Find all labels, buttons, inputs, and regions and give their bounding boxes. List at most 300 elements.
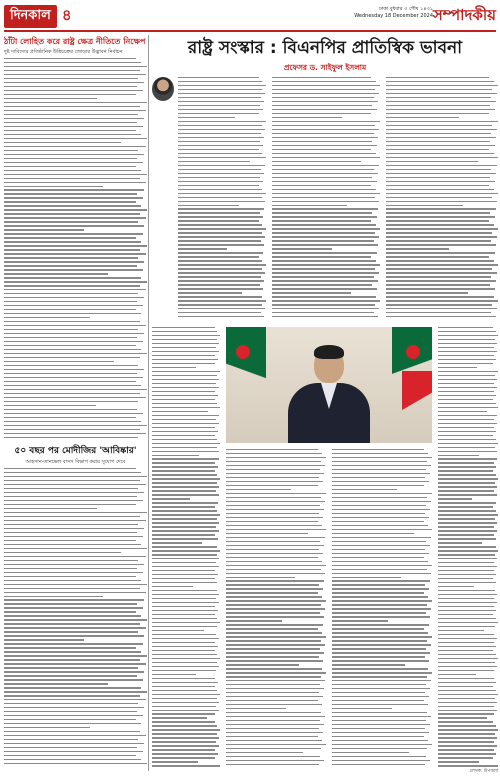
text-line bbox=[438, 347, 494, 348]
text-line bbox=[4, 739, 138, 740]
text-line bbox=[178, 129, 265, 130]
text-line bbox=[4, 369, 144, 370]
text-line bbox=[332, 573, 431, 574]
person-hair bbox=[314, 345, 344, 359]
text-line bbox=[438, 674, 476, 675]
text-line bbox=[438, 610, 496, 611]
text-line bbox=[386, 316, 496, 317]
text-line bbox=[4, 118, 144, 119]
text-line bbox=[178, 153, 262, 154]
text-line bbox=[178, 256, 259, 257]
text-line bbox=[386, 101, 496, 102]
text-line bbox=[332, 521, 424, 522]
text-line bbox=[178, 212, 260, 213]
text-line bbox=[386, 304, 492, 305]
text-line bbox=[438, 638, 497, 639]
text-line bbox=[438, 534, 494, 535]
text-line bbox=[438, 578, 493, 579]
text-line bbox=[332, 764, 425, 765]
text-line bbox=[332, 584, 425, 585]
byline: প্রফেসর ড. সাইফুল ইসলাম bbox=[283, 63, 367, 72]
text-line bbox=[226, 517, 323, 518]
text-line bbox=[226, 549, 319, 550]
text-line bbox=[226, 740, 322, 741]
text-line bbox=[386, 220, 489, 221]
text-line bbox=[178, 316, 264, 317]
text-line bbox=[4, 659, 140, 660]
text-line bbox=[178, 165, 265, 166]
text-line bbox=[4, 679, 143, 680]
text-line bbox=[438, 478, 498, 479]
text-line bbox=[152, 494, 219, 495]
text-line bbox=[332, 704, 428, 705]
text-line bbox=[272, 308, 379, 309]
text-line bbox=[152, 666, 219, 667]
text-line bbox=[226, 533, 308, 534]
text-line bbox=[438, 383, 494, 384]
text-line bbox=[226, 648, 320, 649]
text-line bbox=[438, 359, 496, 360]
text-line bbox=[152, 713, 215, 714]
text-line bbox=[386, 244, 496, 245]
text-line bbox=[272, 193, 380, 194]
text-line bbox=[178, 216, 263, 217]
text-line bbox=[226, 700, 318, 701]
text-line bbox=[438, 466, 496, 467]
text-line bbox=[152, 717, 207, 718]
lead-headline: ঠাঁটা লোহিত করে রাষ্ট্র ক্ষেত্র নীতিতে নিক্ষেপ bbox=[4, 37, 146, 46]
text-line bbox=[4, 397, 146, 398]
text-line bbox=[4, 313, 141, 314]
text-line bbox=[438, 550, 498, 551]
text-line bbox=[386, 280, 496, 281]
text-line bbox=[4, 409, 137, 410]
text-line bbox=[438, 690, 496, 691]
text-line bbox=[332, 481, 429, 482]
text-line bbox=[332, 557, 424, 558]
text-line bbox=[178, 260, 262, 261]
text-line bbox=[4, 130, 136, 131]
text-line bbox=[4, 667, 138, 668]
text-line bbox=[4, 623, 140, 624]
text-line bbox=[4, 309, 136, 310]
text-line bbox=[272, 212, 372, 213]
text-line bbox=[4, 607, 143, 608]
text-line bbox=[152, 674, 196, 675]
text-line bbox=[438, 761, 479, 762]
second-article-body bbox=[4, 468, 147, 768]
text-line bbox=[272, 117, 342, 118]
text-line bbox=[332, 680, 431, 681]
text-line bbox=[386, 169, 491, 170]
text-line bbox=[438, 622, 498, 623]
text-line bbox=[4, 615, 141, 616]
text-line bbox=[332, 748, 427, 749]
text-line bbox=[4, 556, 146, 557]
text-line bbox=[438, 498, 472, 499]
text-line bbox=[226, 696, 323, 697]
text-line bbox=[4, 385, 141, 386]
text-line bbox=[152, 630, 204, 631]
text-line bbox=[152, 327, 215, 328]
text-line bbox=[4, 86, 137, 87]
text-line bbox=[178, 197, 262, 198]
text-line bbox=[438, 470, 493, 471]
text-line bbox=[438, 443, 498, 444]
text-line bbox=[438, 737, 497, 738]
text-line bbox=[152, 646, 218, 647]
text-line bbox=[272, 256, 371, 257]
text-line bbox=[4, 763, 147, 764]
text-line bbox=[226, 569, 321, 570]
text-line bbox=[4, 759, 141, 760]
text-line bbox=[438, 765, 498, 766]
date-english: Wednesday 18 December 2024 bbox=[354, 13, 433, 19]
text-line bbox=[332, 740, 428, 741]
text-line bbox=[332, 640, 427, 641]
text-line bbox=[4, 333, 144, 334]
text-line bbox=[152, 753, 218, 754]
text-line bbox=[226, 640, 321, 641]
text-line bbox=[178, 137, 264, 138]
text-line bbox=[4, 548, 147, 549]
text-line bbox=[272, 205, 347, 206]
text-line bbox=[332, 652, 430, 653]
text-line bbox=[4, 134, 141, 135]
text-line bbox=[4, 317, 90, 318]
text-line bbox=[152, 566, 219, 567]
text-line bbox=[272, 292, 351, 293]
second-headline: ৫০ বছর পর মোদীজির 'আবিষ্কার' bbox=[14, 446, 137, 456]
text-line bbox=[438, 710, 497, 711]
text-line bbox=[226, 509, 324, 510]
text-line bbox=[272, 272, 379, 273]
text-line bbox=[226, 608, 325, 609]
text-line bbox=[178, 189, 262, 190]
text-line bbox=[4, 663, 146, 664]
text-line bbox=[178, 133, 261, 134]
text-line bbox=[332, 728, 425, 729]
text-line bbox=[152, 610, 218, 611]
text-line bbox=[332, 596, 428, 597]
text-line bbox=[438, 606, 494, 607]
text-line bbox=[332, 561, 428, 562]
text-line bbox=[4, 500, 143, 501]
text-line bbox=[4, 508, 97, 509]
text-line bbox=[178, 93, 265, 94]
text-line bbox=[4, 719, 136, 720]
text-line bbox=[4, 631, 138, 632]
text-line bbox=[152, 466, 218, 467]
text-line bbox=[4, 747, 137, 748]
text-line bbox=[226, 513, 319, 514]
text-line bbox=[4, 381, 136, 382]
text-line bbox=[152, 606, 215, 607]
text-line bbox=[438, 407, 498, 408]
text-line bbox=[332, 712, 427, 713]
text-line bbox=[152, 375, 217, 376]
text-line bbox=[4, 186, 103, 187]
text-line bbox=[4, 560, 138, 561]
text-line bbox=[332, 457, 432, 458]
article-column-4 bbox=[438, 327, 498, 772]
text-line bbox=[152, 486, 219, 487]
text-line bbox=[226, 584, 319, 585]
text-line bbox=[272, 201, 379, 202]
text-line bbox=[4, 751, 143, 752]
text-line bbox=[178, 232, 262, 233]
news-photo bbox=[226, 327, 432, 443]
text-line bbox=[152, 702, 219, 703]
text-line bbox=[226, 736, 318, 737]
text-line bbox=[272, 316, 378, 317]
text-line bbox=[272, 224, 376, 225]
article-column-3-cont bbox=[332, 449, 432, 772]
text-line bbox=[332, 489, 397, 490]
text-line bbox=[226, 461, 321, 462]
text-line bbox=[152, 757, 215, 758]
text-line bbox=[386, 89, 492, 90]
left-column bbox=[4, 35, 147, 768]
text-line bbox=[226, 704, 322, 705]
main-column bbox=[152, 35, 498, 775]
text-line bbox=[4, 472, 141, 473]
text-line bbox=[226, 764, 319, 765]
text-line bbox=[4, 576, 136, 577]
text-line bbox=[226, 688, 324, 689]
text-line bbox=[4, 170, 141, 171]
text-line bbox=[4, 512, 147, 513]
text-line bbox=[4, 62, 141, 63]
text-line bbox=[332, 660, 429, 661]
text-line bbox=[178, 252, 263, 253]
text-line bbox=[152, 506, 215, 507]
text-line bbox=[4, 273, 108, 274]
text-line bbox=[4, 189, 144, 190]
text-line bbox=[272, 312, 374, 313]
text-line bbox=[226, 473, 324, 474]
text-line bbox=[152, 490, 216, 491]
text-line bbox=[152, 678, 215, 679]
text-line bbox=[178, 312, 261, 313]
text-line bbox=[386, 308, 497, 309]
text-line bbox=[332, 736, 424, 737]
text-line bbox=[152, 371, 220, 372]
text-line bbox=[152, 530, 219, 531]
text-line bbox=[226, 521, 318, 522]
text-line bbox=[386, 240, 491, 241]
text-line bbox=[438, 486, 497, 487]
text-line bbox=[4, 146, 146, 147]
text-line bbox=[332, 608, 431, 609]
text-line bbox=[152, 355, 215, 356]
text-line bbox=[152, 650, 215, 651]
article-column-2-cont bbox=[226, 449, 326, 772]
text-line bbox=[4, 289, 146, 290]
text-line bbox=[332, 752, 409, 753]
text-line bbox=[332, 473, 430, 474]
text-line bbox=[438, 343, 497, 344]
text-line bbox=[332, 537, 431, 538]
text-line bbox=[438, 431, 496, 432]
text-line bbox=[438, 590, 495, 591]
text-line bbox=[386, 193, 498, 194]
text-line bbox=[152, 462, 215, 463]
text-line bbox=[4, 703, 138, 704]
text-line bbox=[438, 554, 495, 555]
text-line bbox=[4, 735, 146, 736]
text-line bbox=[4, 337, 137, 338]
text-line bbox=[152, 745, 219, 746]
text-line bbox=[386, 93, 497, 94]
text-line bbox=[4, 596, 103, 597]
text-line bbox=[4, 98, 97, 99]
text-line bbox=[438, 642, 494, 643]
text-line bbox=[4, 619, 147, 620]
text-line bbox=[4, 377, 143, 378]
text-line bbox=[438, 395, 496, 396]
text-line bbox=[272, 165, 379, 166]
text-line bbox=[4, 417, 136, 418]
text-line bbox=[178, 145, 263, 146]
text-line bbox=[152, 451, 219, 452]
text-line bbox=[386, 81, 494, 82]
text-line bbox=[152, 363, 215, 364]
text-line bbox=[4, 90, 143, 91]
text-line bbox=[272, 153, 376, 154]
text-line bbox=[4, 106, 140, 107]
text-line bbox=[152, 634, 216, 635]
text-line bbox=[4, 536, 143, 537]
text-line bbox=[386, 236, 497, 237]
text-line bbox=[4, 154, 144, 155]
text-line bbox=[386, 201, 497, 202]
text-line bbox=[152, 339, 217, 340]
text-line bbox=[332, 664, 405, 665]
text-line bbox=[4, 743, 144, 744]
text-line bbox=[4, 528, 144, 529]
text-line bbox=[152, 618, 217, 619]
text-line bbox=[152, 729, 220, 730]
text-line bbox=[152, 447, 217, 448]
text-line bbox=[332, 744, 432, 745]
text-line bbox=[4, 580, 141, 581]
text-line bbox=[152, 558, 219, 559]
text-line bbox=[386, 232, 492, 233]
text-line bbox=[438, 634, 494, 635]
text-line bbox=[4, 114, 138, 115]
text-line bbox=[4, 520, 146, 521]
text-line bbox=[152, 721, 215, 722]
text-line bbox=[332, 509, 430, 510]
text-line bbox=[438, 729, 498, 730]
text-line bbox=[438, 474, 496, 475]
text-line bbox=[152, 423, 219, 424]
text-line bbox=[152, 662, 217, 663]
text-line bbox=[332, 565, 432, 566]
text-line bbox=[332, 696, 429, 697]
text-line bbox=[386, 133, 491, 134]
text-line bbox=[152, 642, 215, 643]
text-line bbox=[438, 419, 494, 420]
text-line bbox=[178, 161, 250, 162]
text-line bbox=[438, 614, 493, 615]
text-line bbox=[438, 558, 497, 559]
text-line bbox=[4, 433, 146, 434]
text-line bbox=[178, 228, 266, 229]
text-line bbox=[152, 347, 216, 348]
text-line bbox=[272, 101, 378, 102]
text-line bbox=[4, 122, 137, 123]
text-line bbox=[4, 671, 144, 672]
text-line bbox=[226, 676, 321, 677]
text-line bbox=[438, 451, 497, 452]
text-line bbox=[332, 453, 428, 454]
text-line bbox=[4, 241, 141, 242]
text-line bbox=[386, 121, 498, 122]
text-line bbox=[438, 602, 497, 603]
text-line bbox=[178, 276, 261, 277]
text-line bbox=[4, 492, 144, 493]
text-line bbox=[4, 540, 136, 541]
text-line bbox=[4, 715, 143, 716]
text-line bbox=[152, 550, 220, 551]
text-line bbox=[178, 264, 266, 265]
text-line bbox=[152, 514, 220, 515]
text-line bbox=[152, 694, 220, 695]
text-line bbox=[272, 105, 372, 106]
text-line bbox=[332, 545, 430, 546]
text-line bbox=[152, 546, 217, 547]
text-line bbox=[438, 367, 477, 368]
text-line bbox=[152, 658, 220, 659]
text-line bbox=[4, 707, 144, 708]
text-line bbox=[438, 666, 497, 667]
text-line bbox=[332, 692, 425, 693]
text-line bbox=[226, 728, 319, 729]
text-line bbox=[4, 293, 138, 294]
text-line bbox=[4, 201, 136, 202]
text-line bbox=[226, 732, 323, 733]
text-line bbox=[272, 284, 372, 285]
text-line bbox=[386, 117, 459, 118]
text-line bbox=[4, 221, 138, 222]
text-line bbox=[4, 365, 138, 366]
text-line bbox=[332, 501, 431, 502]
text-line bbox=[272, 264, 380, 265]
text-line bbox=[272, 121, 380, 122]
text-line bbox=[272, 157, 380, 158]
text-line bbox=[438, 582, 496, 583]
text-line bbox=[386, 157, 498, 158]
text-line bbox=[332, 580, 430, 581]
text-line bbox=[152, 574, 218, 575]
text-line bbox=[332, 756, 426, 757]
text-line bbox=[438, 586, 474, 587]
text-line bbox=[152, 598, 216, 599]
text-line bbox=[332, 493, 432, 494]
text-line bbox=[272, 240, 374, 241]
text-line bbox=[438, 387, 497, 388]
text-line bbox=[332, 569, 427, 570]
lead-deck: দুষ্ট দাবিদ্যের প্রতিষ্ঠানিক উন্নিচক্রের জোড়ার উদ্ভাবন নির্বাচন bbox=[4, 49, 123, 55]
text-line bbox=[386, 113, 489, 114]
text-line bbox=[226, 588, 323, 589]
text-line bbox=[438, 570, 494, 571]
text-line bbox=[226, 760, 324, 761]
text-line bbox=[178, 272, 265, 273]
text-line bbox=[4, 197, 143, 198]
